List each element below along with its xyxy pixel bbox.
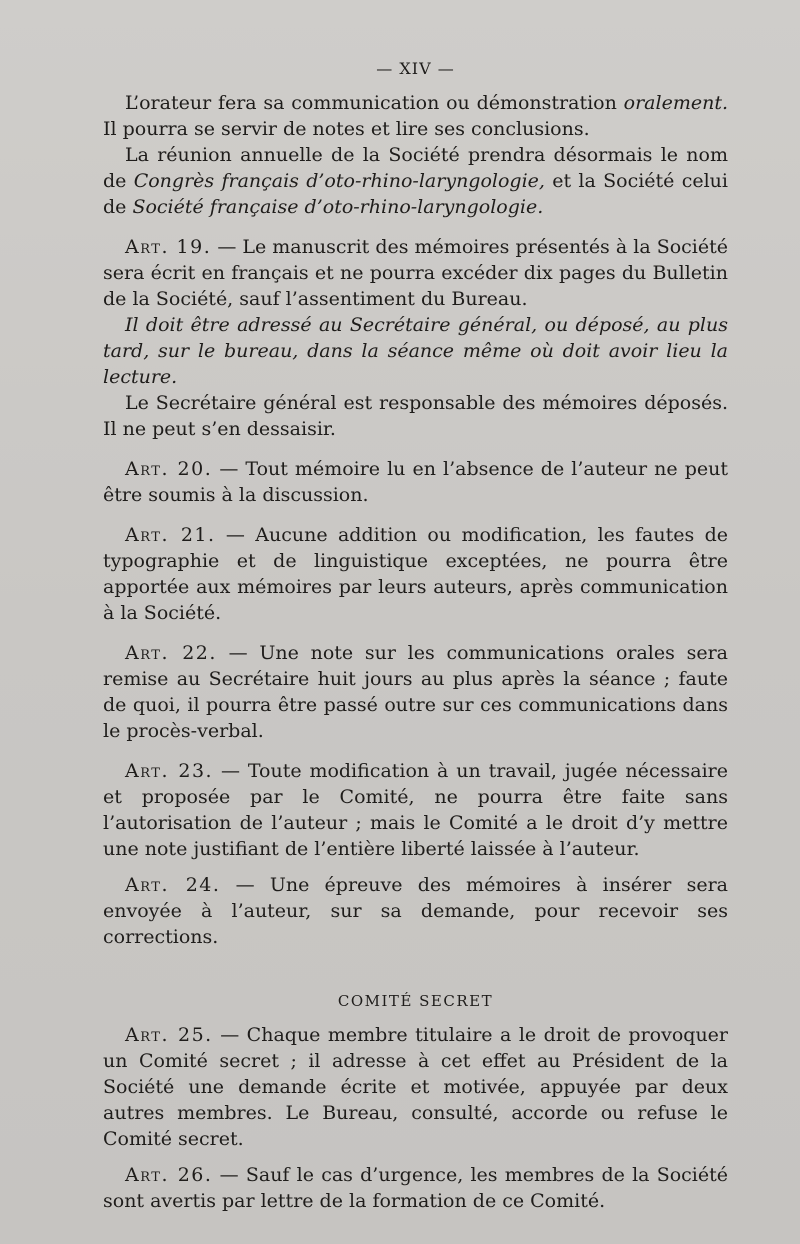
article-text: — Sauf le cas d’urgence, les membres de la Société sont avertis par lettre de la formation de ce Comité. bbox=[103, 1164, 728, 1212]
article-text: — Le manuscrit des mémoires présentés à la Société sera écrit en français et ne pourra excéder dix pages du Bulletin de la Société, sauf l’assentiment du Bureau. bbox=[103, 236, 728, 310]
article-text: — Une note sur les communications orales sera remise au Secrétaire huit jours au plus après la séance ; faute de quoi, il pourra être passé outre sur ces communications dans le procès-verbal. bbox=[103, 642, 728, 742]
page-number-header: — XIV — bbox=[376, 59, 455, 78]
paragraph-orateur bbox=[103, 90, 728, 142]
article-text: — Aucune addition ou modification, les fautes de typographie et de linguistique exceptées, ne pourra être apportée aux mémoires par leurs auteurs, après communication à la Société. bbox=[103, 524, 729, 624]
article-26 bbox=[103, 1162, 728, 1214]
article-label: Art. 20. bbox=[125, 458, 213, 480]
article-label: Art. 22. bbox=[125, 642, 217, 664]
article-text: — Chaque membre titulaire a le droit de provoquer un Comité secret ; il adresse à cet effet au Président de la Société une demande écrite et motivée, appuyée par deux autres membres. Le Bureau, consulté, accorde ou refuse le Comité secret. bbox=[103, 1024, 729, 1150]
text: Il pourra se servir de notes et lire ses conclusions. bbox=[103, 118, 590, 140]
text: et la Société celui de bbox=[103, 170, 728, 218]
section-title: COMITÉ SECRET bbox=[337, 992, 494, 1010]
article-label: Art. 25. bbox=[125, 1024, 213, 1046]
italic-text: Société française d’oto-rhino-laryngologie. bbox=[132, 196, 544, 218]
text: La réunion annuelle de la Société prendra désormais le nom de bbox=[103, 144, 728, 192]
article-label: Art. 26. bbox=[125, 1164, 213, 1186]
article-22 bbox=[103, 640, 728, 744]
article-23 bbox=[103, 758, 728, 862]
article-text: — Tout mémoire lu en l’absence de l’auteur ne peut être soumis à la discussion. bbox=[103, 458, 728, 506]
text: L’orateur fera sa communication ou démonstration bbox=[125, 92, 624, 114]
article-19 bbox=[103, 234, 728, 312]
article-label: Art. 23. bbox=[125, 760, 214, 782]
page-content bbox=[103, 58, 728, 1214]
article-label: Art. 24. bbox=[125, 874, 221, 896]
article-21 bbox=[103, 522, 728, 626]
article-19-secretaire: Le Secrétaire général est responsable des mémoires déposés. Il ne peut s’en dessaisir. bbox=[103, 392, 728, 440]
article-19-italic bbox=[103, 312, 728, 390]
article-label: Art. 19. bbox=[125, 236, 212, 258]
italic-text: oralement. bbox=[623, 92, 728, 114]
article-24 bbox=[103, 872, 728, 950]
article-25 bbox=[103, 1022, 728, 1152]
italic-text: Congrès français d’oto-rhino-laryngologie, bbox=[133, 170, 545, 192]
paragraph-reunion bbox=[103, 142, 728, 220]
article-text: — Toute modification à un travail, jugée nécessaire et proposée par le Comité, ne pourra être faite sans l’autorisation de l’auteur ; mais le Comité a le droit d’y mettre une note justifiant de l’entière liberté laissée à l’auteur. bbox=[103, 760, 728, 860]
article-label: Art. 21. bbox=[125, 524, 216, 546]
article-20 bbox=[103, 456, 728, 508]
italic-text: Il doit être adressé au Secrétaire général, ou déposé, au plus tard, sur le bureau, dans la séance même où doit avoir lieu la lecture. bbox=[103, 314, 728, 388]
article-text: — Une épreuve des mémoires à insérer sera envoyée à l’auteur, sur sa demande, pour recevoir ses corrections. bbox=[103, 874, 728, 948]
